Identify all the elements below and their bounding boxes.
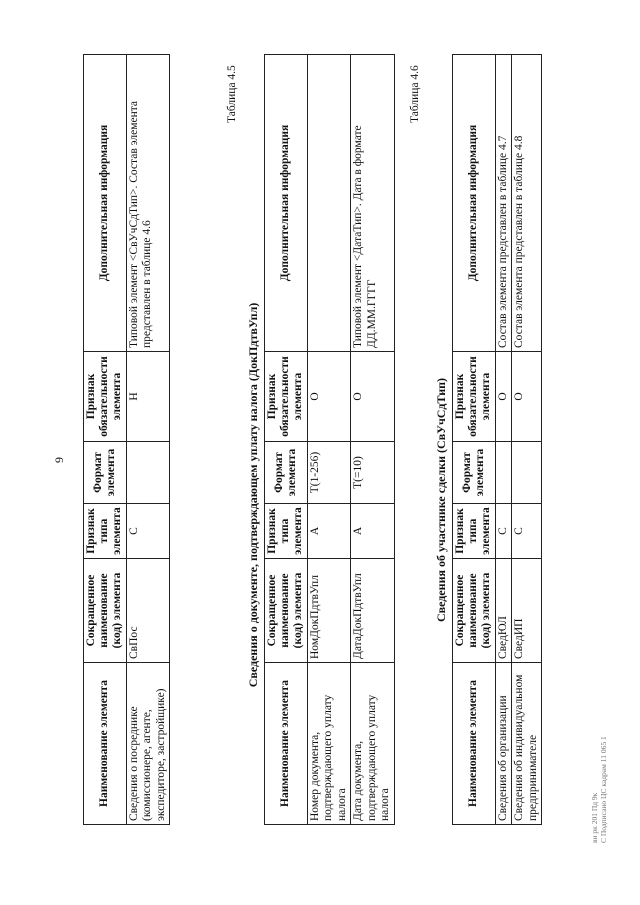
- table-row: [495, 55, 512, 825]
- cell-type-flag: А: [351, 504, 395, 559]
- table-4-6: [452, 54, 542, 825]
- table-header-row: [265, 55, 308, 825]
- cell-element-name: Дата документа, подтверждающего уплату налога: [351, 663, 395, 825]
- header-required-flag: Признак обязательности элемента: [453, 352, 496, 442]
- table-4-5: [264, 54, 395, 825]
- stamp-line: С Подписано ЦС кадрам 11 065 1: [599, 736, 609, 843]
- cell-format: T(=10): [351, 442, 395, 504]
- table-4-5-title: Сведения о документе, подтверждающем уплату налога (ДокПдтвУпл): [246, 302, 260, 688]
- cell-element-name: Сведения об индивидуальном предпринимателе: [512, 663, 542, 825]
- stamp-line: вн рк 201 Пд 9к: [590, 792, 599, 843]
- cell-element-name: Сведения о посреднике (комиссионере, агенте, экспедиторе, застройщике): [126, 663, 170, 825]
- cell-required-flag: О: [512, 352, 542, 442]
- cell-short-code: СведЮЛ: [495, 559, 512, 663]
- table-body: [126, 55, 170, 825]
- header-required-flag: Признак обязательности элемента: [84, 352, 127, 442]
- header-element-name: Наименование элемента: [265, 663, 308, 825]
- header-short-code: Сокращенное наименование (код) элемента: [84, 559, 127, 663]
- header-short-code: Сокращенное наименование (код) элемента: [265, 559, 308, 663]
- header-type-flag: Признак типа элемента: [84, 504, 127, 559]
- header-short-code: Сокращенное наименование (код) элемента: [453, 559, 496, 663]
- header-type-flag: Признак типа элемента: [453, 504, 496, 559]
- cell-extra-info: Типовой элемент <СвУчСдТип>. Состав элемента представлен в таблице 4.6: [126, 55, 170, 352]
- header-element-name: Наименование элемента: [453, 663, 496, 825]
- cell-short-code: СведИП: [512, 559, 542, 663]
- cell-type-flag: С: [126, 504, 170, 559]
- table-body: [307, 55, 394, 825]
- header-extra-info: Дополнительная информация: [265, 55, 308, 352]
- header-extra-info: Дополнительная информация: [84, 55, 127, 352]
- cell-type-flag: С: [512, 504, 542, 559]
- cell-short-code: НомДокПдтвУпл: [307, 559, 351, 663]
- registration-stamp: [590, 736, 609, 843]
- header-extra-info: Дополнительная информация: [453, 55, 496, 352]
- table-header-row: [453, 55, 496, 825]
- header-format: Формат элемента: [265, 442, 308, 504]
- table-row: [512, 55, 542, 825]
- page-number: 9: [52, 457, 66, 463]
- header-element-name: Наименование элемента: [84, 663, 127, 825]
- cell-extra-info: Состав элемента представлен в таблице 4.8: [512, 55, 542, 352]
- table-4-5-label: Таблица 4.5: [226, 65, 238, 123]
- cell-type-flag: А: [307, 504, 351, 559]
- cell-required-flag: О: [495, 352, 512, 442]
- cell-element-name: Номер документа, подтверждающего уплату налога: [307, 663, 351, 825]
- cell-required-flag: Н: [126, 352, 170, 442]
- header-format: Формат элемента: [453, 442, 496, 504]
- cell-format: [495, 442, 512, 504]
- cell-format: [126, 442, 170, 504]
- cell-extra-info: [307, 55, 351, 352]
- cell-short-code: ДатаДокПдтвУпл: [351, 559, 395, 663]
- table-row: [126, 55, 170, 825]
- cell-required-flag: О: [351, 352, 395, 442]
- cell-element-name: Сведения об организации: [495, 663, 512, 825]
- table-header-row: [84, 55, 127, 825]
- header-format: Формат элемента: [84, 442, 127, 504]
- table-4-4-continuation: [83, 54, 170, 825]
- header-type-flag: Признак типа элемента: [265, 504, 308, 559]
- table-4-6-title: Сведения об участнике сделки (СвУчСдТип): [434, 377, 448, 623]
- cell-format: [512, 442, 542, 504]
- cell-format: T(1-256): [307, 442, 351, 504]
- cell-short-code: СвПос: [126, 559, 170, 663]
- table-row: [351, 55, 395, 825]
- header-required-flag: Признак обязательности элемента: [265, 352, 308, 442]
- table-row: [307, 55, 351, 825]
- cell-type-flag: С: [495, 504, 512, 559]
- table-4-6-label: Таблица 4.6: [409, 65, 421, 123]
- cell-required-flag: О: [307, 352, 351, 442]
- cell-extra-info: Типовой элемент <ДатаТип>. Дата в формате ДД.ММ.ГГГГ: [351, 55, 395, 352]
- cell-extra-info: Состав элемента представлен в таблице 4.7: [495, 55, 512, 352]
- table-body: [495, 55, 542, 825]
